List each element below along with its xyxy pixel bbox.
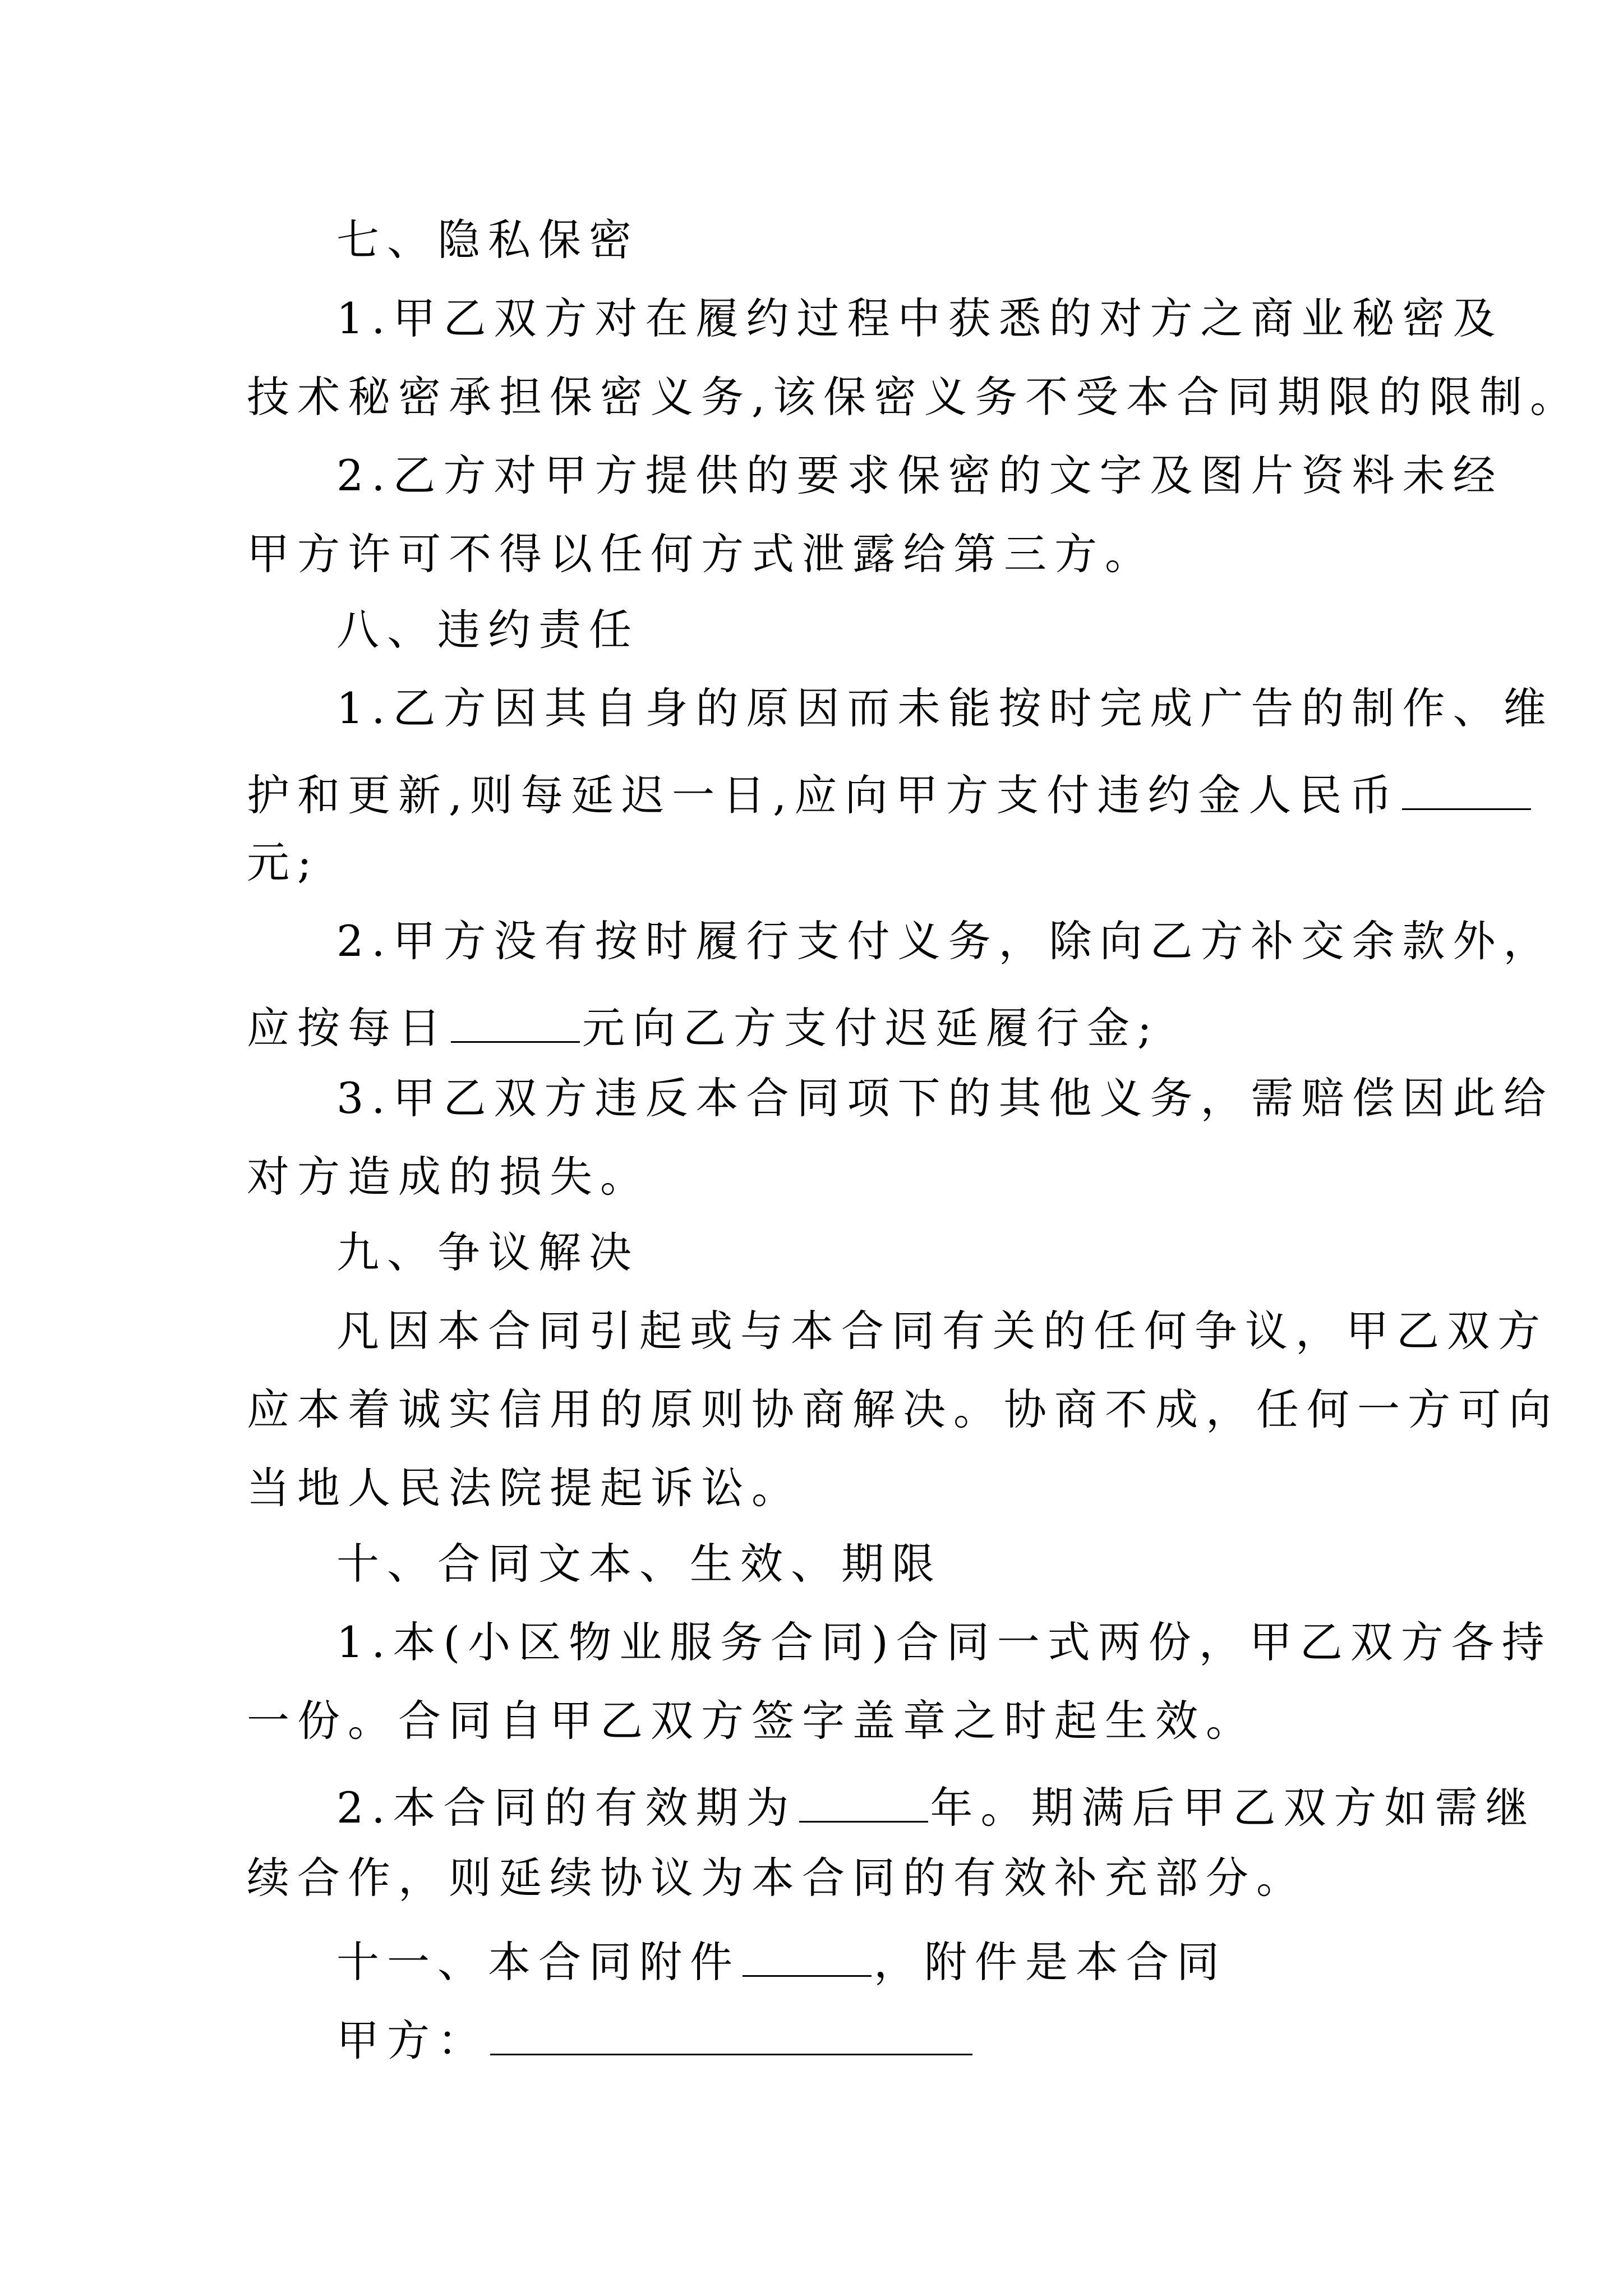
line-text: 对方造成的损失。 — [247, 1152, 651, 1202]
line-text: ，附件是本合同 — [874, 1937, 1227, 1987]
line-text: 十、合同文本、生效、期限 — [336, 1539, 942, 1589]
line-text: 八、违约责任 — [336, 605, 639, 655]
section-heading-dispute — [336, 1227, 639, 1277]
section-heading-contract-text — [336, 1539, 942, 1589]
clause-liability-2-cont — [247, 999, 1160, 1053]
signature-party-a — [336, 2011, 975, 2065]
line-text: 元向乙方支付迟延履行金; — [582, 1003, 1160, 1053]
line-text: 1.本(小区物业服务合同)合同一式两份，甲乙双方各持 — [336, 1617, 1552, 1667]
clause-privacy-2 — [336, 450, 1504, 500]
fill-in-blank — [1402, 766, 1531, 810]
fill-in-blank — [799, 1778, 928, 1823]
line-text: 2.本合同的有效期为 — [336, 1783, 797, 1833]
line-text: 护和更新,则每延迟一日,应向甲方支付违约金人民币 — [247, 770, 1400, 820]
clause-liability-2 — [336, 916, 1554, 966]
clause-dispute-end — [247, 1463, 802, 1513]
signature-blank — [490, 2011, 972, 2055]
clause-privacy-1-cont — [247, 372, 1581, 422]
section-heading-privacy — [336, 215, 639, 265]
line-text: 2.乙方对甲方提供的要求保密的文字及图片资料未经 — [336, 450, 1504, 500]
clause-contract-2-cont — [247, 1853, 1307, 1903]
clause-dispute-cont — [247, 1384, 1559, 1434]
line-text: 3.甲乙双方违反本合同项下的其他义务，需赔偿因此给 — [336, 1073, 1554, 1123]
clause-privacy-1 — [336, 293, 1504, 343]
clause-liability-3-cont — [247, 1152, 651, 1202]
line-text: 凡因本合同引起或与本合同有关的任何争议，甲乙双方 — [336, 1306, 1548, 1356]
line-text: 甲方： — [336, 2016, 488, 2065]
clause-liability-1-end — [247, 838, 320, 887]
line-text: 续合作，则延续协议为本合同的有效补充部分。 — [247, 1853, 1307, 1903]
line-text: 年。期满后甲乙双方如需继 — [930, 1783, 1536, 1833]
clause-liability-1 — [336, 683, 1554, 733]
line-text: 七、隐私保密 — [336, 215, 639, 265]
line-text: 1.甲乙双方对在履约过程中获悉的对方之商业秘密及 — [336, 293, 1504, 343]
clause-contract-2 — [336, 1778, 1536, 1833]
clause-contract-1-cont — [247, 1696, 1256, 1746]
line-text: 应按每日 — [247, 1003, 449, 1053]
line-text: 当地人民法院提起诉讼。 — [247, 1463, 802, 1513]
fill-in-blank — [743, 1932, 872, 1977]
line-text: 十一、本合同附件 — [336, 1937, 740, 1987]
line-text: 九、争议解决 — [336, 1227, 639, 1277]
line-text: 甲方许可不得以任何方式泄露给第三方。 — [247, 529, 1155, 579]
line-text: 元; — [247, 838, 320, 887]
section-heading-attachments — [336, 1932, 1227, 1987]
line-text: 应本着诚实信用的原则协商解决。协商不成，任何一方可向 — [247, 1384, 1559, 1434]
clause-liability-3 — [336, 1073, 1554, 1123]
line-text: 2.甲方没有按时履行支付义务，除向乙方补交余款外， — [336, 916, 1554, 966]
line-text: 1.乙方因其自身的原因而未能按时完成广告的制作、维 — [336, 683, 1554, 733]
clause-contract-1 — [336, 1617, 1552, 1667]
section-heading-liability — [336, 605, 639, 655]
line-text: 一份。合同自甲乙双方签字盖章之时起生效。 — [247, 1696, 1256, 1746]
clause-privacy-2-cont — [247, 529, 1155, 579]
fill-in-blank — [451, 999, 580, 1043]
line-text: 技术秘密承担保密义务,该保密义务不受本合同期限的限制。 — [247, 372, 1581, 422]
clause-dispute — [336, 1306, 1548, 1356]
clause-liability-1-cont — [247, 766, 1533, 820]
